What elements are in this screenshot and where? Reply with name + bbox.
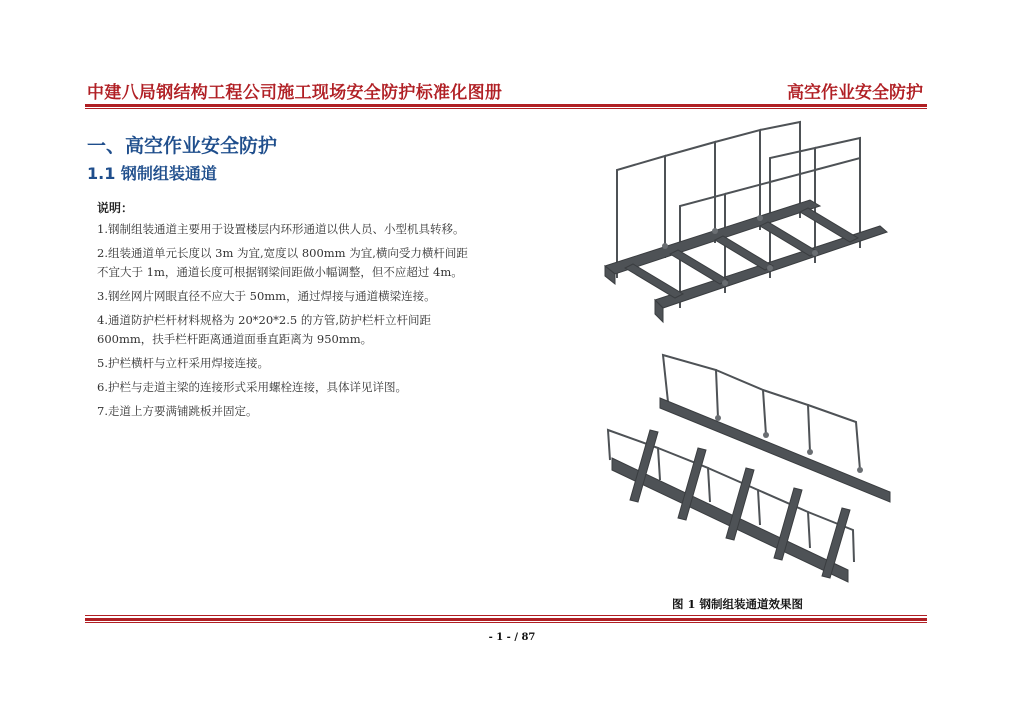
header-rule-thin	[85, 108, 927, 109]
description-item: 5.护栏横杆与立杆采用焊接连接。	[97, 356, 269, 370]
description-item: 4.通道防护栏杆材料规格为 20*20*2.5 的方管,防护栏杆立杆间距 600mm，扶手栏杆距离通道面垂直距离为 950mm。	[97, 313, 431, 346]
header-section-title: 高空作业安全防护	[787, 83, 923, 103]
footer-rule-2	[85, 618, 927, 621]
subsection-heading: 1.1 钢制组装通道	[87, 164, 217, 183]
description-item: 2.组装通道单元长度以 3m 为宜,宽度以 800mm 为宜,横向受力横杆间距不宜大于 1m，通道长度可根据钢梁间距做小幅调整，但不应超过 4m。	[97, 246, 468, 279]
footer-rule-1	[85, 615, 927, 616]
footer-rule-3	[85, 622, 927, 623]
page-number: - 1 - / 87	[488, 632, 536, 643]
walkway-render-top	[595, 118, 895, 333]
description-item: 6.护栏与走道主梁的连接形式采用螺栓连接，具体详见详图。	[97, 380, 407, 394]
header-rule-thick	[85, 104, 927, 107]
description-item: 1.钢制组装通道主要用于设置楼层内环形通道以供人员、小型机具转移。	[97, 222, 465, 236]
description-list	[97, 220, 469, 426]
description-title: 说明：	[97, 201, 134, 215]
description-item: 7.走道上方要满铺跳板并固定。	[97, 404, 258, 418]
figure-caption: 图 1 钢制组装通道效果图	[672, 597, 804, 611]
header-doc-title: 中建八局钢结构工程公司施工现场安全防护标准化图册	[87, 83, 503, 103]
description-item: 3.钢丝网片网眼直径不应大于 50mm，通过焊接与通道横梁连接。	[97, 289, 436, 303]
walkway-render-bottom	[598, 350, 898, 590]
section-heading: 一、高空作业安全防护	[87, 135, 278, 157]
